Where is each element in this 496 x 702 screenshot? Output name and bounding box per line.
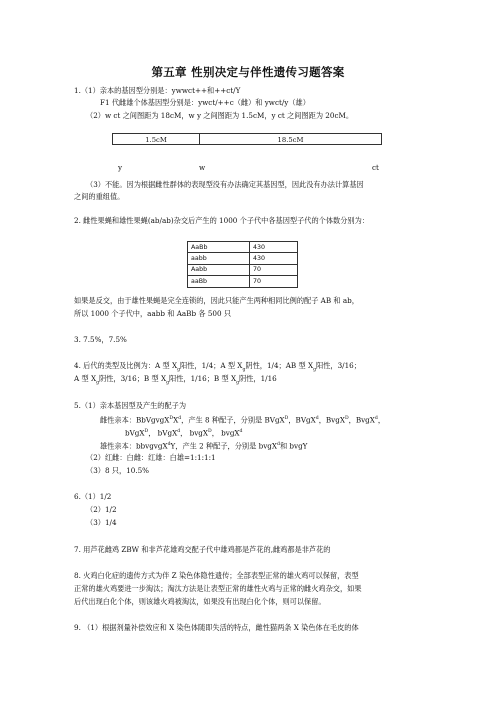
table-cell: 430 — [250, 253, 298, 264]
q5-sup: d — [167, 442, 171, 447]
q5-answer-2: （2）红雌：白雌：红雄：白雄=1:1:1:1 — [86, 453, 216, 462]
q1-line-5: 之间的重组值。 — [74, 192, 125, 201]
q4-sub: g — [166, 380, 170, 386]
q2-note-2: 所以 1000 个子代中，aabb 和 AaBb 各 500 只 — [74, 309, 232, 318]
q5-text: ， — [377, 415, 386, 425]
table-row — [188, 276, 298, 287]
q6-answer-3: （3）1/4 — [86, 518, 117, 527]
q2-note-1: 如果是反交，由于雄性果蝇是完全连锁的，因此只能产生两种相同比例的配子 AB 和 ab， — [74, 296, 359, 305]
q5-female-line-2 — [125, 427, 243, 438]
q1-line-3: （2）w ct 之间图距为 18cM，w y 之间图距为 1.5cM，y ct 之间图距为 20cM。 — [86, 111, 354, 120]
table-row — [188, 242, 298, 253]
gene-map-segment-y-w: 1.5cM — [112, 133, 200, 145]
q5-sup: d — [178, 416, 182, 421]
q5-female-line-1 — [100, 414, 385, 425]
gene-map-segment-w-ct: 18.5cM — [199, 133, 382, 145]
page-title: 第五章 性别决定与伴性遗传习题答案 — [151, 65, 345, 79]
q5-sup: d — [276, 442, 280, 447]
q5-sup: D — [284, 416, 289, 421]
q1-line-1: 1.（1）亲本的基因型分别是：ywwct++和++ct/Y — [74, 86, 241, 95]
q5-text: bVgX — [125, 428, 145, 438]
q5-text: ，产生 8 种配子，分别是 BVgX — [181, 415, 285, 425]
table-cell: aabb — [188, 253, 250, 264]
q5-sup: d — [374, 416, 378, 421]
q5-heading: 5.（1）亲本基因型及产生的配子为 — [74, 401, 187, 410]
q5-text: ， bVgX — [148, 428, 178, 438]
q5-text: X — [173, 415, 179, 425]
gene-map-ruler — [112, 133, 382, 146]
q4-sub: g — [96, 380, 100, 386]
q4-text: 阴性，3/16；B 型 X — [99, 374, 167, 383]
q5-text: 雌性亲本：BbVgvgX — [100, 415, 170, 425]
q5-text: ，BVgX — [288, 415, 316, 425]
q4-sub: g — [177, 367, 181, 373]
q5-sup: d — [315, 416, 319, 421]
table-cell: 70 — [250, 276, 298, 287]
q9-line-1: 9. （1）根据剂量补偿效应和 X 染色体随即失活的特点，雌性猫两条 X 染色体在毛皮的体 — [74, 623, 359, 632]
q6-answer-1: 6.（1）1/2 — [74, 492, 112, 501]
q5-text: Y，产生 2 种配子，分别是 bvgX — [170, 441, 277, 451]
q5-text: 雄性亲本：bbvgvgX — [100, 441, 168, 451]
q4-sub: g — [236, 380, 240, 386]
q5-text: 和 bvgY — [279, 441, 308, 451]
q5-text: ， bvgX — [211, 428, 240, 438]
q5-male-line — [100, 440, 307, 451]
q5-sup: D — [144, 429, 149, 434]
q6-answer-2: （2）1/2 — [86, 505, 117, 514]
q7-answer: 7. 用芦花雌鸡 ZBW 和非芦花雄鸡交配子代中雄鸡都是芦花的,雌鸡都是非芦花的 — [74, 545, 331, 554]
q4-sub: g — [242, 367, 246, 373]
q8-line-2: 正常的雄火鸡要进一步淘汰；淘汰方法是让表型正常的雄性火鸡与正常的雌火鸡杂交，如果 — [74, 584, 362, 593]
table-row — [188, 253, 298, 264]
q4-text: 阳性，3/16； — [316, 361, 361, 370]
gene-map-label-ct: ct — [372, 163, 379, 172]
q5-sup: D — [169, 416, 174, 421]
q5-text: ， bvgX — [180, 428, 208, 438]
q1-line-2: F1 代雌雄个体基因型分别是：ywct/++c（雌）和 ywct/y（雄） — [100, 98, 310, 107]
q4-text: 4. 后代的类型及比例为：A 型 X — [74, 361, 178, 370]
q4-text: 阴性，1/4；AB 型 X — [245, 361, 314, 370]
table-cell: 70 — [250, 264, 298, 275]
q5-sup: d — [239, 429, 243, 434]
gene-map-label-w: w — [199, 163, 206, 172]
q8-line-1: 8. 火鸡白化症的遗传方式为伴 Z 染色体隐性遗传；全部表型正常的雄火鸡可以保留，表型 — [74, 571, 359, 580]
q4-line-2 — [74, 374, 277, 388]
q2-stem: 2. 雌性果蝇和雄性果蝇(ab/ab)杂交后产生的 1000 个子代中各基因型子代的个体数分别为： — [74, 216, 369, 225]
q3-answer: 3. 7.5%，7.5% — [74, 335, 127, 344]
gene-map-label-y: y — [118, 163, 123, 172]
q1-line-4: （3）不能。因为根据雌性群体的表现型没有办法确定其基因型，因此没有办法计算基因 — [86, 180, 364, 189]
table-cell: AaBb — [188, 242, 250, 253]
q5-text: ，BvgX — [348, 415, 375, 425]
table-cell: 430 — [250, 242, 298, 253]
q4-text: 阳性，1/16；B 型 X — [169, 374, 237, 383]
q4-text: A 型 X — [74, 374, 97, 383]
q4-text: 阴性，1/16 — [239, 374, 277, 383]
table-row — [188, 264, 298, 275]
q4-text: 阳性，1/4；A 型 X — [180, 361, 243, 370]
q5-sup: D — [208, 429, 212, 434]
q4-sub: g — [313, 367, 317, 373]
q8-line-3: 后代出现白化个体，则该雄火鸡被淘汰，如果没有出现白化个体，则可以保留。 — [74, 597, 326, 606]
table-cell: Aabb — [188, 264, 250, 275]
q5-sup: D — [344, 416, 349, 421]
q5-sup: d — [177, 429, 181, 434]
q5-text: ，BvgX — [318, 415, 345, 425]
q5-answer-3: （3）8 只，10.5% — [86, 466, 150, 475]
table-cell: aaBb — [188, 276, 250, 287]
genotype-table — [187, 241, 298, 288]
